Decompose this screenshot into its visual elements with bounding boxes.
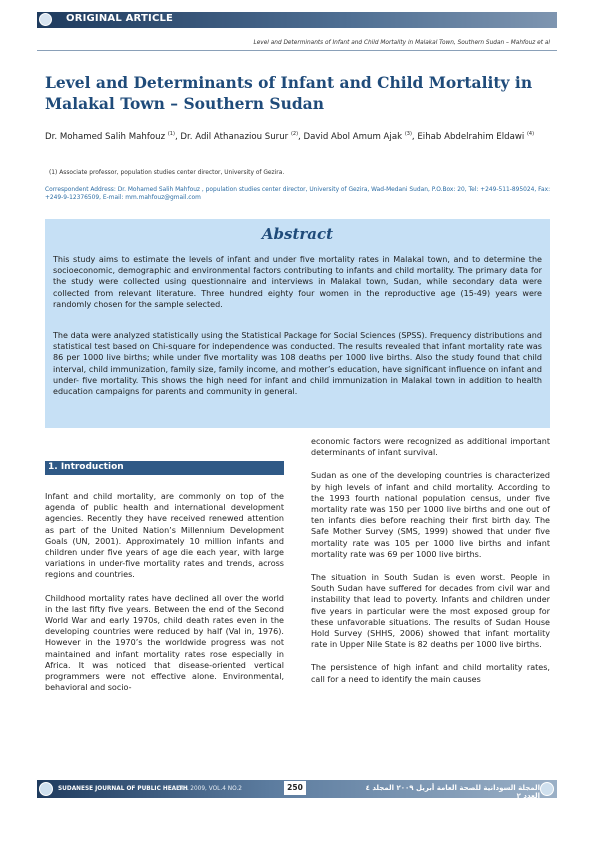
author-name: David Abol Amum Ajak xyxy=(303,131,403,142)
abstract-paragraph: This study aims to estimate the levels of infant and under five mortality rates in Malakal town, and to determine the socioeconomic, demographic and environmental factors contributing to infants and child mortality. The primary data for the study were collected using questionnaire and interviews in Malakal town, Sudan, while secondary data were collected from relevant literature. Three hundred eighty four women in the reproductive age (15-49) years were randomly chosen for the sample selected. xyxy=(53,255,542,309)
body-paragraph: Childhood mortality rates have declined all over the world in the last fifty five years. Between the end of the Second World War and early 1970s, child death rates even in the developing countries were reduced by half (Val in, 1976). However in the 1970’s the worldwide progress was not maintained and infant mortality rates rose especially in Africa. It was noticed that disease-oriented vertical programmers were not effective alone. Environmental, behavioral and socio- xyxy=(45,593,284,693)
author-ref: (4) xyxy=(526,131,535,137)
footer-journal-name: SUDANESE JOURNAL OF PUBLIC HEALTH xyxy=(58,786,188,792)
journal-logo-icon xyxy=(39,13,52,26)
author-ref: (2) xyxy=(290,131,299,137)
running-title: Level and Determinants of Infant and Child Mortality in Malakal Town, Southern Sudan – Mahfouz et al xyxy=(253,40,550,46)
author-list xyxy=(45,128,560,144)
body-paragraph: economic factors were recognized as additional important determinants of infant survival. xyxy=(311,437,550,458)
author-ref: (1) xyxy=(167,131,175,137)
footer-arabic-title: المجلة السودانية للصحة العامة أبريل ٢٠٠٩ المجلد ٤ العدد ٢ xyxy=(365,784,540,800)
body-paragraph: Infant and child mortality, are commonly on top of the agenda of public health and international development agencies. Recently they have received renewed attention as part of the United Nation’s Millennium Development Goals (UN, 2001). Approximately 10 million infants and children under five years of age die each year, with large variations in under-five mortality rates and trends, across regions and countries. xyxy=(45,492,284,580)
page-number: 250 xyxy=(284,781,306,795)
journal-logo-icon xyxy=(39,782,53,796)
author-name: Eihab Abdelrahim Eldawi xyxy=(417,131,525,142)
body-paragraph: The situation in South Sudan is even worst. People in South Sudan have suffered for decades from civil war and instability that lead to poverty. Infants and children under five years in particular were the most exposed group for these unfavorable situations. The results of Sudan House Hold Survey (SHHS, 2006) showed that infant mortality rate in Upper Nile State is 82 deaths per 1000 live births. xyxy=(311,573,550,650)
author-separator: , xyxy=(411,131,418,142)
abstract-paragraph: The data were analyzed statistically using the Statistical Package for Social Sciences (SPSS). Frequency distributions and statistical test based on Chi-square for independence was conducted. The results revealed that infant mortality rate was 86 per 1000 live births; while under five mortality was 108 deaths per 1000 live births. Also the study found that child interval, child immunization, family size, family income, and mother’s education, have significant influence on infant and under- five mortality. This shows the high need for infant and child immunization in Malakal town in addition to health education campaigns for parents and community in general. xyxy=(53,331,542,397)
left-column xyxy=(45,491,284,693)
right-column xyxy=(311,436,550,685)
section-heading: 1. Introduction xyxy=(48,462,124,472)
abstract-heading: Abstract xyxy=(261,225,334,243)
article-title: Level and Determinants of Infant and Child Mortality in Malakal Town – Southern Sudan xyxy=(45,73,533,113)
header-divider xyxy=(37,50,557,51)
affiliation-note: (1) Associate professor, population studies center director, University of Gezira. xyxy=(49,170,285,176)
body-paragraph: The persistence of high infant and child mortality rates, call for a need to identify the main causes xyxy=(311,663,550,684)
author-separator: , xyxy=(174,131,181,142)
author-separator: , xyxy=(298,131,304,142)
correspondence-address: Correspondent Address: Dr. Mohamed Salih Mahfouz , population studies center director, University of Gezira, Wad-Medani Sudan, P.O.Box: 20, Tel: +249-511-895024, Fax: +249-9-12376509, E-mail: mm.mahfouz@gmail.com xyxy=(45,187,551,201)
article-type-label: ORIGINAL ARTICLE xyxy=(66,13,174,24)
body-paragraph: Sudan as one of the developing countries is characterized by high levels of infant and child mortality. According to the 1993 fourth national population census, under five mortality rate was 150 per 1000 live births and one out of ten infants dies before reaching their first birth day. The Safe Mother Survey (SMS, 1999) showed that under five mortality rate was 105 per 1000 live births and infant mortality rate was 69 per 1000 live births. xyxy=(311,471,550,559)
author-ref: (3) xyxy=(404,131,412,137)
footer-issue: APRIL 2009, VOL.4 NO.2 xyxy=(172,786,242,792)
journal-seal-icon xyxy=(540,782,554,796)
author-name: Dr. Adil Athanaziou Surur xyxy=(180,131,289,142)
author-name: Dr. Mohamed Salih Mahfouz xyxy=(45,131,166,142)
